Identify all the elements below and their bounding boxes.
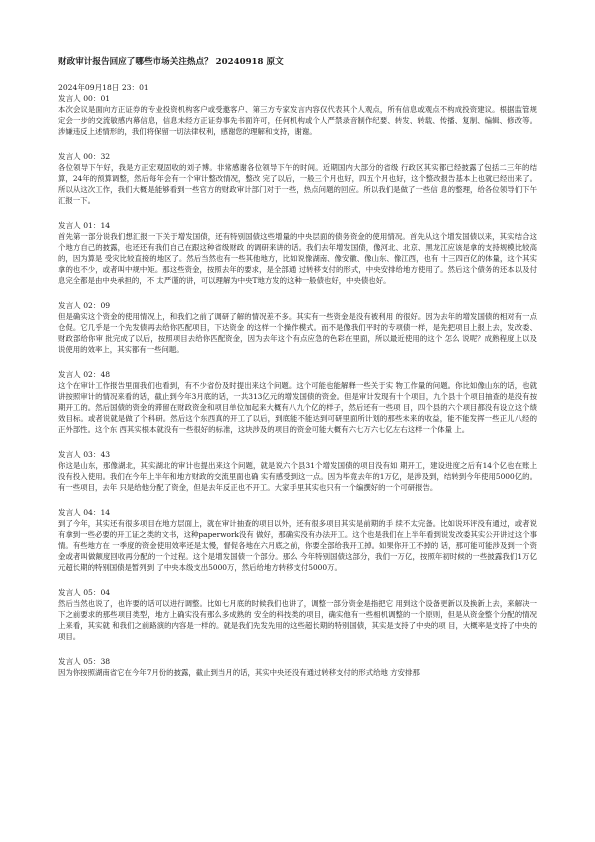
speaker-label: 发言人 03：43 xyxy=(58,450,111,459)
speaker-label: 发言人 00：01 xyxy=(58,94,111,103)
transcript-paragraph: 各位领导下午好，我是方正宏观固收的刘子博。非常感谢各位领导下午的时间。近期国内大部分的省级 行政区其实都已经披露了包括二三年的结算，24年的预算调整，然后每年会有一个审计整改情况，整改 完了以后，一般三个月也好，四五个月也好，这个整改报告基本上也就已经出来了。所以从这次工作，我们大概是能够看到一些官方的财政审计部门对于一些，热点问题的回应。所以我们是做了一些信 息的整理，给各位领导们下午汇报一下。 xyxy=(58,163,537,205)
transcript-paragraph: 因为你按照湖南省它在今年7月份的披露，截止到当月的话，其实中央还没有通过转移支付的形式给地 方安排那 xyxy=(58,668,420,677)
speaker-label: 发言人 05：38 xyxy=(58,657,111,666)
speaker-label: 发言人 02：48 xyxy=(58,370,111,379)
transcript-paragraph: 然后当然也说了，也许要的话可以进行调整。比如七月底的时候我们也讲了，调整一部分资金是指把它 用到这个设备更新以及换新上去，来解决一下之前要求的那些项目类型，地方上确实没有那么多成熟的 安全的科技类的项目，确实他有一些相机调整的一个原则，但是从资金整个分配的情况上来看，其实就 和我们之前路演的内容是一样的。就是我们先发先用的这些超长期的特别国债，其实是支持了中央的项 目，大概率是支持了中央的项目。 xyxy=(58,599,537,641)
document-title: 财政审计报告回应了哪些市场关注热点？ 20240918 原文 xyxy=(58,57,284,67)
transcript-paragraph: 你这是山东，那像湖北，其实湖北的审计也提出来这个问题，就是说六个县31个增发国债的项目没有如 期开工，建设进度之后有14个亿也在账上没有投入使用。我们在今年上半年和地方财政的交流里面也确 实有感受到这一点。因为毕竟去年的1万亿，是涉及到，结转到今年使用5000亿的。有一些项目，去年 只是给他分配了资金，但是去年反正也不开工。大家手里其实也只有一个编撰好的一个可研报告。 xyxy=(58,461,537,492)
speaker-label: 发言人 01：14 xyxy=(58,221,111,230)
speaker-label: 发言人 04：14 xyxy=(58,508,111,517)
document-datetime: 2024年09月18日 23：01 xyxy=(58,83,149,92)
transcript-paragraph: 这个在审计工作报告里面我们也看到，有不少省份及时提出来这个问题。这个可能也能解释一些关于实 物工作量的问题。你比如像山东的话，也就讲按照审计的情况来看的话，截止到今年3月底的话，一共313亿元的增发国债的资金。但是审计发现有十个项目，九个县十个项目抽查的是没有按期开工的。然后国债的资金的滞留在财政资金和项目单位加起来大概有八九个亿的样子，然后还有一些项 目，四个县的六个项目都没有设立这个绩效目标。或者说就是做了个科研。然后这个东西真的开工了以后，到底能不能达到可研里面所计划的那些未来的收益，能不能发挥一些正儿八经的正外部性。这个东 西其实根本就没有一些很好的标准，这块涉及的项目的资金可能大概有六七万六七亿左右这样一个体量 上。 xyxy=(58,381,537,434)
transcript-paragraph: 到了今年，其实还有很多项目在地方层面上，就在审计抽查的项目以外，还有很多项目其实是前期的手 续不太完备。比如说环评没有通过，或者说有拿到一些必要的开工证之类的文书，这种paperwork没有 做好，那确实没有办法开工。这个也是我们在上半年看到说发改委其实公开讲过这个事情。有些地方在 一季度的资金使用效率还是太慢，督促各地在六月底之前，你要全部给我开工掉。如果你开工不掉的 话，那可能可能涉及到一个资金或者叫做额度回收再分配的一个过程。这个是增发国债一个部分。那么 今年特别国债这部分，我们一万亿，按照年初时候的一些披露我们1万亿元超长期的特别国债是暂列到 了中央本级支出5000万，然后给地方转移支付5000万。 xyxy=(58,519,537,572)
transcript-paragraph: 但是确实这个资金的使用情况上，和我们之前了调研了解的情况差不多。其实有一些资金是没有被利用 的很好。因为去年的增发国债的相对有一点仓促。它几乎是一个先发债再去给你匹配项目，下达资金 的这样一个操作模式。而不是像我们平时的专项债一样，是先把项目上报上去，发改委、财政部给你审 批完成了以后，按照项目去给你匹配资金，因为去年这个有点应急的色彩在里面，所以最近使用的这个 怎么 说呢？成熟程度上以及说使用的效率上，其实都有一些问题。 xyxy=(58,312,537,354)
speaker-label: 发言人 05：04 xyxy=(58,588,111,597)
speaker-label: 发言人 02：09 xyxy=(58,301,111,310)
transcript-paragraph: 首先第一部分说我们想汇报一下关于增发国债，还有特别国债这些增量的中央层面的债务资金的使用情况。首先从这个增发国债以来，其实结合这个地方自己的披露，也还还有我们自己在跟这种省级财政 的调研来讲的话。我们去年增发国债，像河北、北京、黑龙江应该是拿的支持规模比较高的，因为算是 受灾比较直接的地区了。然后当然也有一些其他地方，比如说像湖南、像安徽、像山东、像江西，也有 十三四百亿的体量，这个其实拿的也不少，或者叫中规中矩。那这些资金，按照去年的要求，是全部通 过转移支付的形式，中央安排给地方使用了。然后这个债务的还本以及付息完全都是由中央承担的，不 太严谨的讲，可以理解为中央T地方发的这种一般债也好，中央债也好。 xyxy=(58,232,537,285)
speaker-label: 发言人 00：32 xyxy=(58,152,111,161)
transcript-paragraph: 本次会议是面向方正证券的专业投资机构客户或受邀客户、第三方专家发言内容仅代表其个人观点，所有信息或观点不构成投资建议。根据监管规定会一步的交流敏感内幕信息，信息未经方正证券事先书面许可，任何机构或个人严禁录音制作纪要、转发、转载、传播、复制、编辑、修改等。涉嫌违反上述情形的，我们将保留一切法律权利，感谢您的理解和支持，谢谢。 xyxy=(58,105,537,136)
